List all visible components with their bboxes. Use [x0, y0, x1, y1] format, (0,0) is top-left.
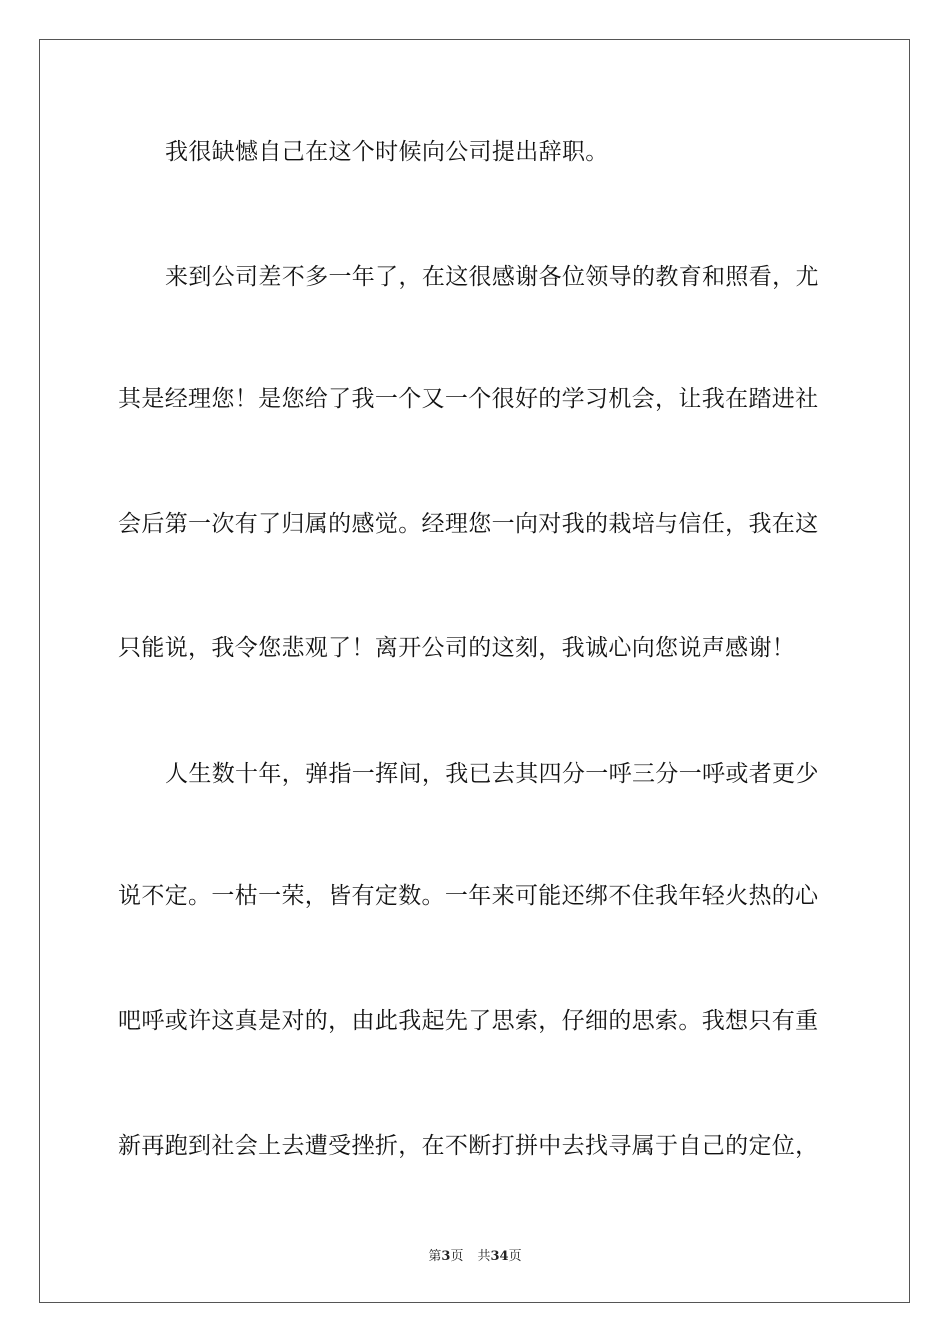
total-prefix: 共 [477, 1249, 491, 1264]
paragraph-line: 说不定。一枯一荣，皆有定数。一年来可能还绑不住我年轻火热的心 [118, 883, 819, 909]
total-suffix: 页 [508, 1249, 522, 1264]
paragraph-line: 会后第一次有了归属的感觉。经理您一向对我的栽培与信任，我在这 [118, 511, 819, 537]
paragraph-line: 吧呼或许这真是对的，由此我起先了思索，仔细的思索。我想只有重 [118, 1008, 819, 1034]
page-border [39, 39, 910, 1303]
paragraph-line: 来到公司差不多一年了，在这很感谢各位领导的教育和照看，尤 [165, 264, 819, 290]
paragraph-line: 人生数十年，弹指一挥间，我已去其四分一呼三分一呼或者更少 [165, 761, 819, 787]
page-suffix: 页 [450, 1249, 464, 1264]
page-number: 3 [441, 1249, 451, 1264]
page-prefix: 第 [428, 1249, 442, 1264]
paragraph-line: 我很缺憾自己在这个时候向公司提出辞职。 [165, 139, 609, 165]
total-pages: 34 [490, 1249, 509, 1264]
paragraph-line: 其是经理您！是您给了我一个又一个很好的学习机会，让我在踏进社 [118, 386, 819, 412]
paragraph-line: 新再跑到社会上去遭受挫折，在不断打拼中去找寻属于自己的定位， [118, 1133, 819, 1159]
page-footer [0, 1248, 950, 1266]
paragraph-line: 只能说，我令您悲观了！离开公司的这刻，我诚心向您说声感谢！ [118, 635, 796, 661]
